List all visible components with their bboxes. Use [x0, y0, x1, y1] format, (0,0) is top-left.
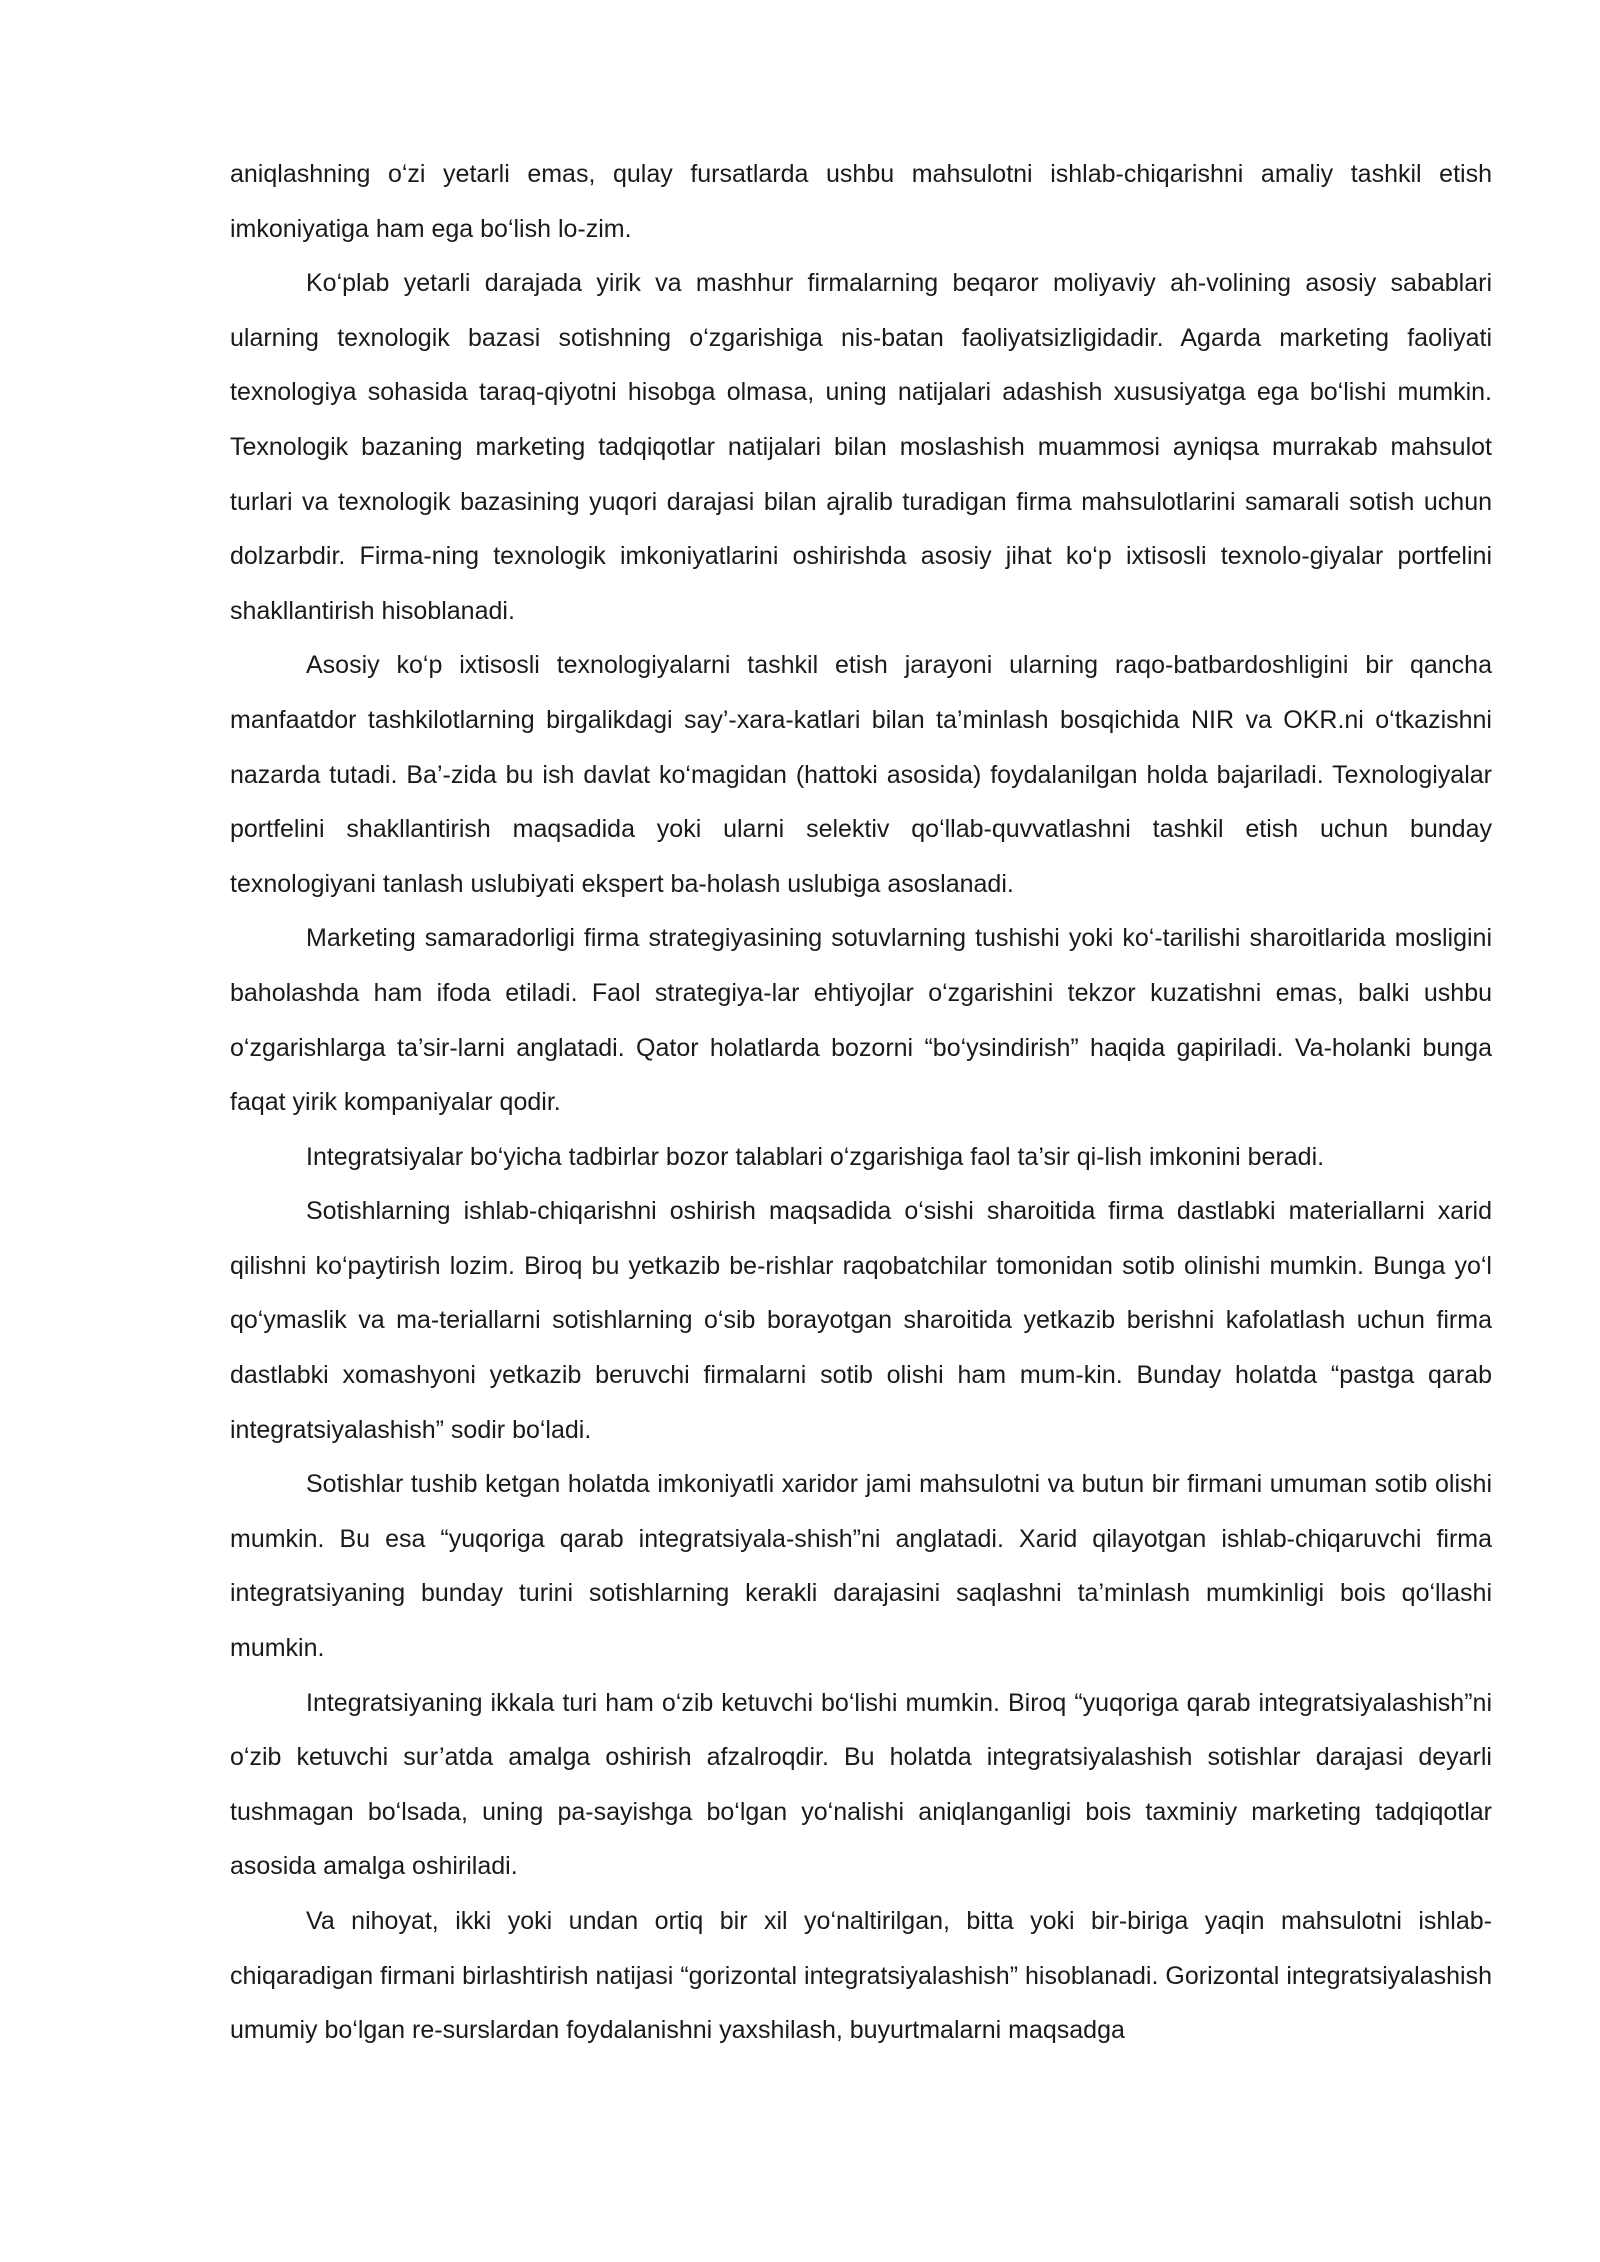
paragraph-5: Integratsiyalar bo‘yicha tadbirlar bozor talablari o‘zgarishiga faol ta’sir qi-lish imkonini beradi. — [306, 1142, 1325, 1171]
paragraph-9: Va nihoyat, ikki yoki undan ortiq bir xil yo‘naltirilgan, bitta yoki bir-biriga yaqin mahsulotni ishlab-chiqaradigan firmani birlashtirish natijasi “gorizontal integratsiyalashish” hisoblanadi. Gorizontal integratsiyalashish umumiy bo‘lgan re-surslardan foydalanishni yaxshilash, buyurtmalarni maqsadga — [230, 1907, 1492, 2045]
paragraph-2: Ko‘plab yetarli darajada yirik va mashhur firmalarning beqaror moliyaviy ah-volining asosiy sabablari ularning texnologik bazasi sotishning o‘zgarishiga nis-batan faoliyatsizligidadir. Agarda marketing faoliyati texnologiya sohasida taraq-qiyotni hisobga olmasa, uning natijalari adashish xususiyatga ega bo‘lishi mumkin. Texnologik bazaning marketing tadqiqotlar natijalari bilan moslashish muammosi ayniqsa murrakab mahsulot turlari va texnologik bazasining yuqori darajasi bilan ajralib turadigan firma mahsulotlarini samarali sotish uchun dolzarbdir. Firma-ning texnologik imkoniyatlarini oshirishda asosiy jihat ko‘p ixtisosli texnolo-giyalar portfelini shakllantirish hisoblanadi. — [230, 269, 1492, 625]
paragraph-3: Asosiy ko‘p ixtisosli texnologiyalarni tashkil etish jarayoni ularning raqo-batbardoshligini bir qancha manfaatdor tashkilotlarning birgalikdagi say’-xara-katlari bilan ta’minlash bosqichida NIR va OKR.ni o‘tkazishni nazarda tutadi. Ba’-zida bu ish davlat ko‘magidan (hattoki asosida) foydalanilgan holda bajariladi. Texnologiyalar portfelini shakllantirish maqsadida yoki ularni selektiv qo‘llab-quvvatlashni tashkil etish uchun bunday texnologiyani tanlash uslubiyati ekspert ba-holash uslubiga asoslanadi. — [230, 651, 1492, 898]
paragraph-6: Sotishlarning ishlab-chiqarishni oshirish maqsadida o‘sishi sharoitida firma dastlabki materiallarni xarid qilishni ko‘paytirish lozim. Biroq bu yetkazib be-rishlar raqobatchilar tomonidan sotib olinishi mumkin. Bunga yo‘l qo‘ymaslik va ma-teriallarni sotishlarning o‘sib borayotgan sharoitida yetkazib berishni kafolatlash uchun firma dastlabki xomashyoni yetkazib beruvchi firmalarni sotib olishi ham mum-kin. Bunday holatda “pastga qarab integratsiyalashish” sodir bo‘ladi. — [230, 1197, 1492, 1444]
paragraph-8: Integratsiyaning ikkala turi ham o‘zib ketuvchi bo‘lishi mumkin. Biroq “yuqoriga qarab integratsiyalashish”ni o‘zib ketuvchi sur’atda amalga oshirish afzalroqdir. Bu holatda integratsiyalashish sotishlar darajasi deyarli tushmagan bo‘lsada, uning pa-sayishga bo‘lgan yo‘nalishi aniqlanganligi bois taxminiy marketing tadqiqotlar asosida amalga oshiriladi. — [230, 1688, 1492, 1881]
document-body — [230, 147, 1492, 2058]
paragraph-4: Marketing samaradorligi firma strategiyasining sotuvlarning tushishi yoki ko‘-tarilishi sharoitlarida mosligini baholashda ham ifoda etiladi. Faol strategiya-lar ehtiyojlar o‘zgarishini tekzor kuzatishni emas, balki ushbu o‘zgarishlarga ta’sir-larni anglatadi. Qator holatlarda bozorni “bo‘ysindirish” haqida gapiriladi. Va-holanki bunga faqat yirik kompaniyalar qodir. — [230, 924, 1492, 1117]
paragraph-7: Sotishlar tushib ketgan holatda imkoniyatli xaridor jami mahsulotni va butun bir firmani umuman sotib olishi mumkin. Bu esa “yuqoriga qarab integratsiyala-shish”ni anglatadi. Xarid qilayotgan ishlab-chiqaruvchi firma integratsiyaning bunday turini sotishlarning kerakli darajasini saqlashni ta’minlash mumkinligi bois qo‘llashi mumkin. — [230, 1470, 1492, 1663]
paragraph-1: aniqlashning o‘zi yetarli emas, qulay fursatlarda ushbu mahsulotni ishlab-chiqarishni amaliy tashkil etish imkoniyatiga ham ega bo‘lish lo-zim. — [230, 160, 1492, 243]
